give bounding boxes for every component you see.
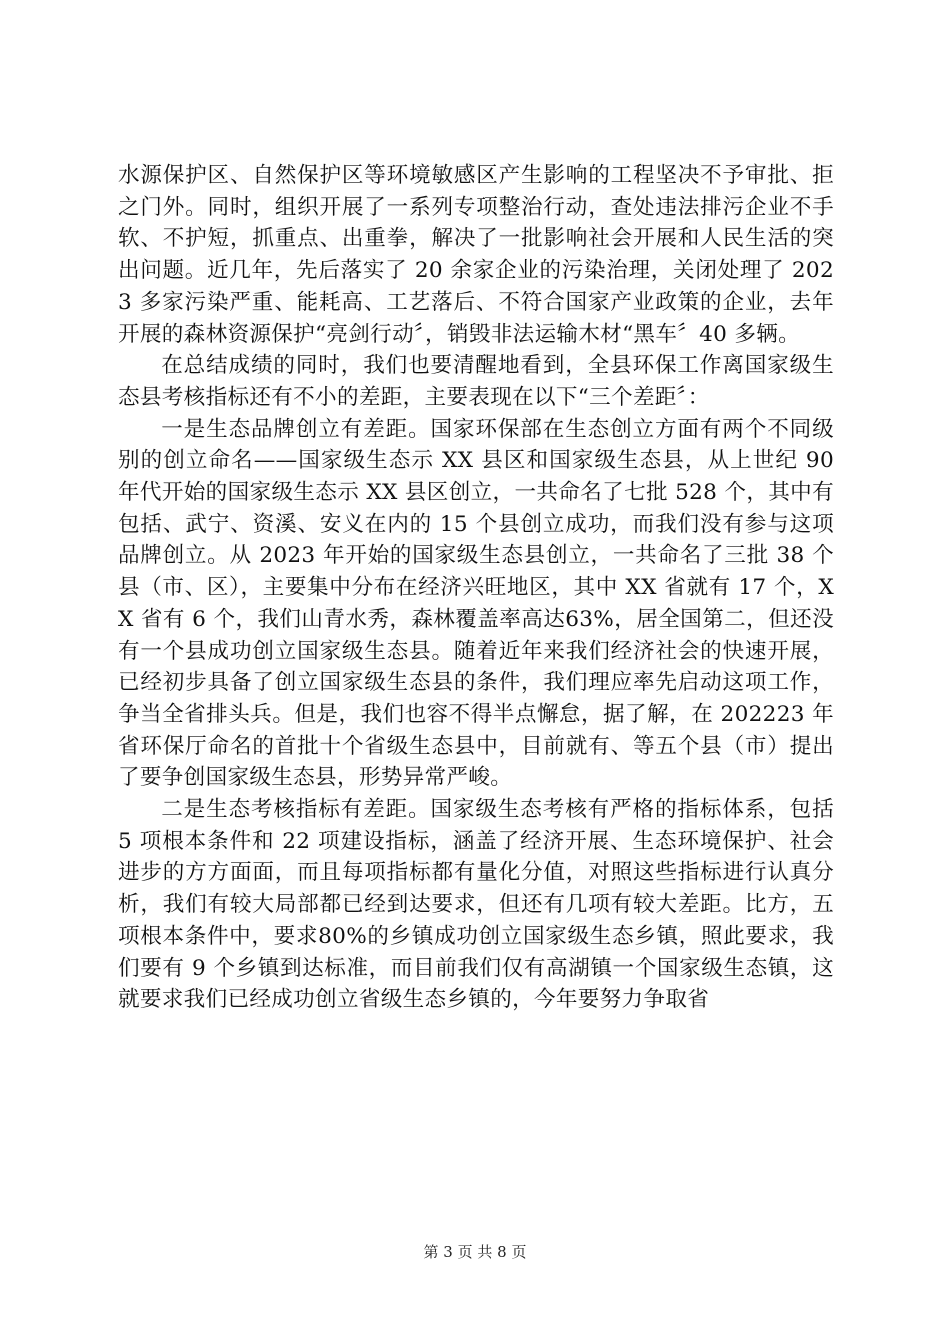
paragraph-1: 水源保护区、自然保护区等环境敏感区产生影响的工程坚决不予审批、拒之门外。同时，组织开展了一系列专项整治行动，查处违法排污企业不手软、不护短，抓重点、出重拳，解决了一批影响社会开展和人民生活的突出问题。近几年，先后落实了 20 余家企业的污染治理，关闭处理了 2023 多家污染严重、能耗高、工艺落后、不符合国家产业政策的企业，去年开展的森林资源保护“亮剑行动〞，销毁非法运输木材“黑车〞40 多辆。 <box>118 163 834 347</box>
document-body <box>118 160 834 1016</box>
paragraph-2: 在总结成绩的同时，我们也要清醒地看到，全县环保工作离国家级生态县考核指标还有不小的差距，主要表现在以下“三个差距〞： <box>118 353 834 410</box>
paragraph-4: 二是生态考核指标有差距。国家级生态考核有严格的指标体系，包括 5 项根本条件和 22 项建设指标，涵盖了经济开展、生态环境保护、社会进步的方方面面，而且每项指标都有量化分值，对照这些指标进行认真分析，我们有较大局部都已经到达要求，但还有几项有较大差距。比方，五项根本条件中，要求80%的乡镇成功创立国家级生态乡镇，照此要求，我们要有 9 个乡镇到达标准，而目前我们仅有高湖镇一个国家级生态镇，这就要求我们已经成功创立省级生态乡镇的，今年要努力争取省 <box>118 797 834 1013</box>
page-footer <box>0 1242 950 1262</box>
paragraph-3: 一是生态品牌创立有差距。国家环保部在生态创立方面有两个不同级别的创立命名——国家级生态示 XX 县区和国家级生态县，从上世纪 90 年代开始的国家级生态示 XX 县区创立，一共命名了七批 528 个，其中有包括、武宁、资溪、安义在内的 15 个县创立成功，而我们没有参与这项品牌创立。从 2023 年开始的国家级生态县创立，一共命名了三批 38 个县（市、区），主要集中分布在经济兴旺地区，其中 XX 省就有 17 个，XX 省有 6 个，我们山青水秀，森林覆盖率高达63%，居全国第二，但还没有一个县成功创立国家级生态县。随着近年来我们经济社会的快速开展，已经初步具备了创立国家级生态县的条件，我们理应率先启动这项工作，争当全省排头兵。但是，我们也容不得半点懈怠，据了解，在 202223 年省环保厅命名的首批十个省级生态县中，目前就有、等五个县（市）提出了要争创国家级生态县，形势异常严峻。 <box>118 416 834 791</box>
page-number-label: 第 3 页 共 8 页 <box>423 1243 527 1261</box>
